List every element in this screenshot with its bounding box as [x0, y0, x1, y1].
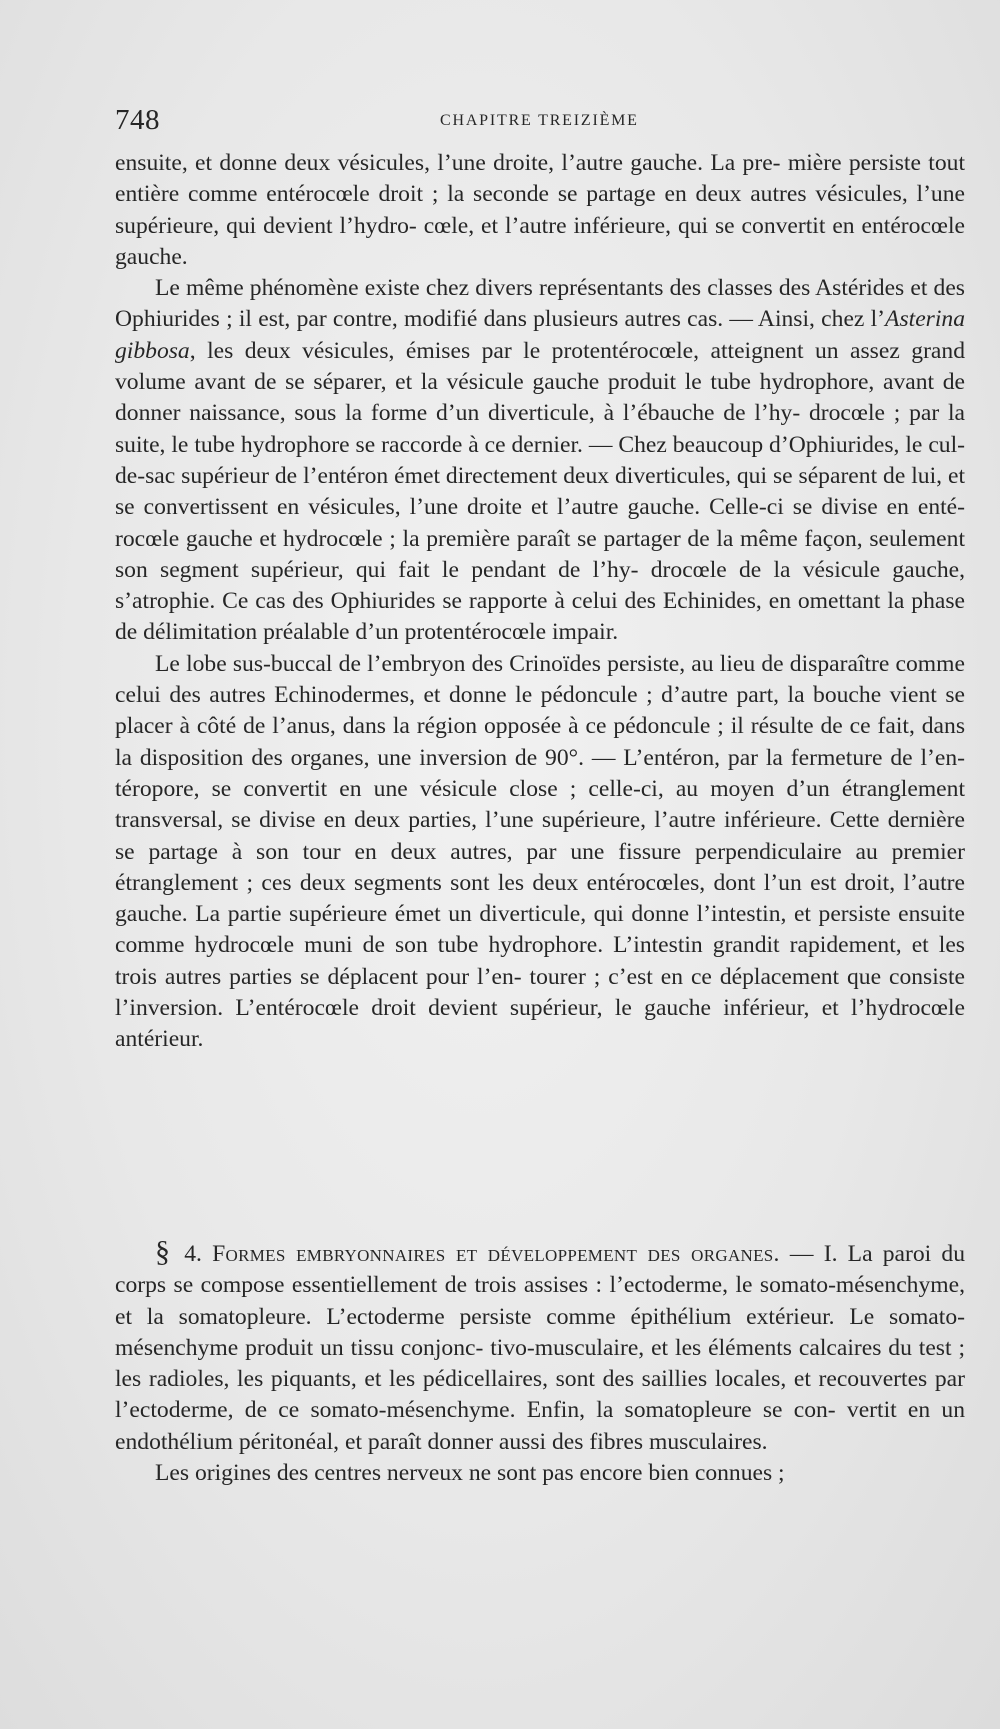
main-text	[115, 148, 965, 1056]
section-four	[115, 1236, 965, 1489]
paragraph-asterides-rest: , les deux vésicules, émises par le protentérocœle, atteignent un assez grand volume avant de se séparer, et la vésicule gauche produit le tube hydrophore, avant de donner naissance, sous la forme d’un diverticule, à l’ébauche de l’hy- drocœle ; par la suite, le tube hydrophore se raccorde à ce dernier. — Chez beaucoup d’Ophiurides, le cul-de-sac supérieur de l’entéron émet directement deux diverticules, qui se séparent de lui, et se convertissent en vésicules, l’une droite et l’autre gauche. Celle-ci se divise en enté- rocœle gauche et hydrocœle ; la première paraît se partager de la même façon, seulement son segment supérieur, qui fait le pendant de l’hy- drocœle de la vésicule gauche, s’atrophie. Ce cas des Ophiurides se rapporte à celui des Echinides, en omettant la phase de délimitation préalable d’un protentérocœle impair.	[115, 337, 965, 646]
species-name: Asterina gibbosa	[115, 306, 965, 364]
page-number: 748	[115, 104, 160, 136]
paragraph-asterides	[115, 273, 965, 649]
page-header	[115, 104, 963, 138]
section-heading-paragraph	[115, 1236, 965, 1458]
section-number: 4.	[184, 1241, 202, 1267]
paragraph-continuation: ensuite, et donne deux vésicules, l’une droite, l’autre gauche. La pre- mière persiste tout entière comme entérocœle droit ; la seconde se partage en deux autres vésicules, l’une supérieure, qui devient l’hydro- cœle, et l’autre inférieure, qui se convertit en entérocœle gauche.	[115, 150, 965, 270]
section-mark: §	[155, 1235, 170, 1268]
section-lead-text: — I. La paroi du corps se compose essentiellement de trois assises : l’ectoderme, le somato-mésenchyme, et la somatopleure. L’ectoderme persiste comme épithélium extérieur. Le somato-mésenchyme produit un tissu conjonc- tivo-musculaire, et les éléments calcaires du test ; les radioles, les piquants, et les pédicellaires, sont des saillies locales, et recouvertes par l’ectoderme, de ce somato-mésenchyme. Enfin, la somatopleure se con- vertit en un endothélium péritonéal, et paraît donner aussi des fibres musculaires.	[115, 1241, 966, 1455]
section-heading: Formes embryonnaires et développement des organes.	[212, 1241, 780, 1267]
last-paragraph: Les origines des centres nerveux ne sont pas encore bien connues ;	[155, 1460, 785, 1487]
running-title: CHAPITRE TREIZIÈME	[440, 112, 639, 129]
paragraph-crinoides: Le lobe sus-buccal de l’embryon des Crinoïdes persiste, au lieu de disparaître comme celui des autres Echinodermes, et donne le pédoncule ; d’autre part, la bouche vient se placer à côté de l’anus, dans la région opposée à ce pédoncule ; il résulte de ce fait, dans la disposition des organes, une inversion de 90°. — L’entéron, par la fermeture de l’en- téropore, se convertit en une vésicule close ; celle-ci, au moyen d’un étranglement transversal, se divise en deux parties, l’une supérieure, l’autre inférieure. Cette dernière se partage à son tour en deux autres, par une fissure perpendiculaire au premier étranglement ; ces deux segments sont les deux entérocœles, dont l’un est droit, l’autre gauche. La partie supérieure émet un diverticule, qui donne l’intestin, et persiste ensuite comme hydrocœle muni de son tube hydrophore. L’intestin grandit rapidement, et les trois autres parties se déplacent pour l’en- tourer ; c’est en ce déplacement que consiste l’inversion. L’entérocœle droit devient supérieur, le gauche inférieur, et l’hydrocœle antérieur.	[115, 650, 965, 1053]
paragraph-asterides-start: Le même phénomène existe chez divers représentants des classes des Astérides et des Ophiurides ; il est, par contre, modifié dans plusieurs autres cas. — Ainsi, chez l’	[115, 275, 965, 333]
